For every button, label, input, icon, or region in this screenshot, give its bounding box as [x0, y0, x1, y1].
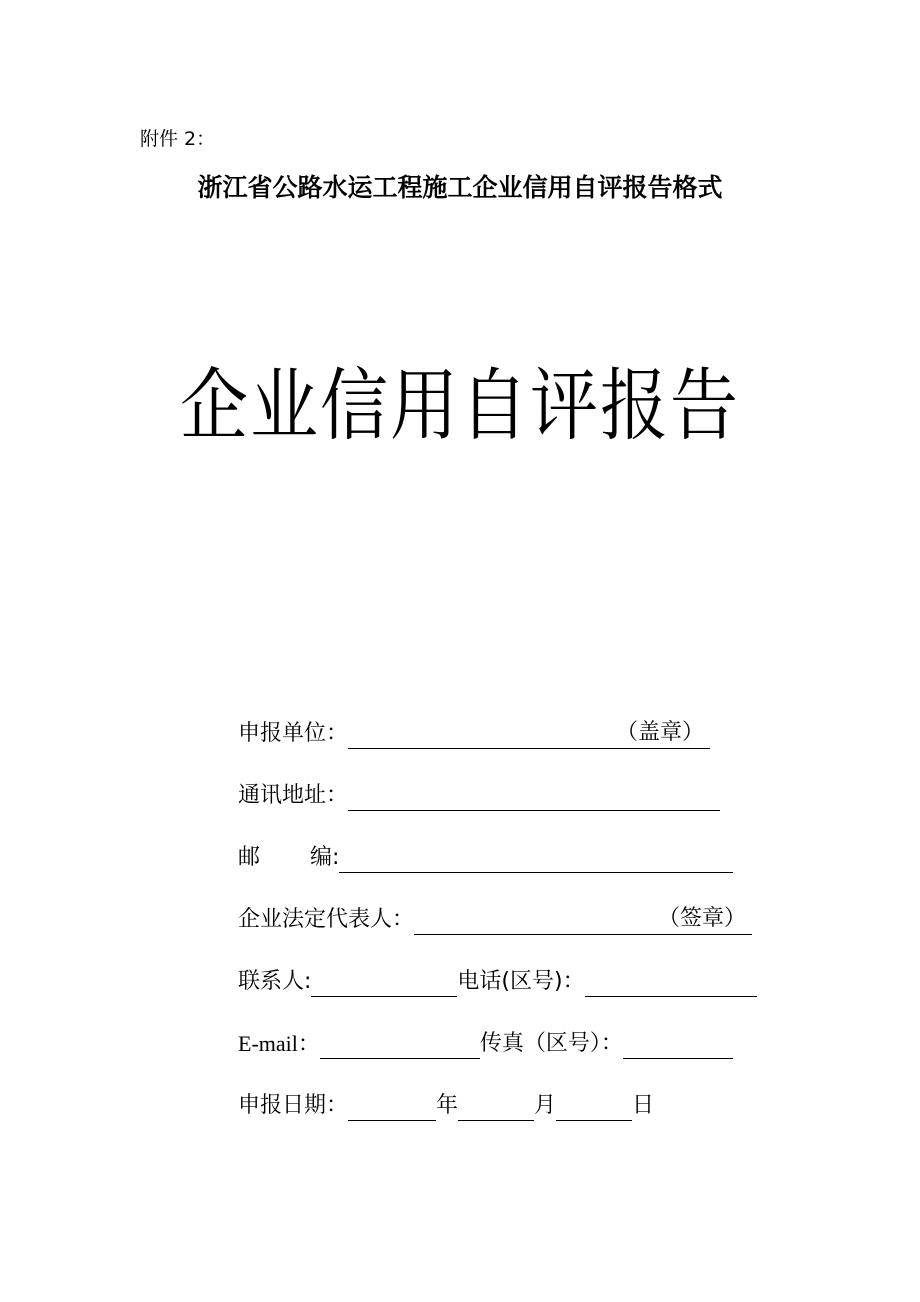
- phone-label: 电话(区号)：: [457, 969, 585, 994]
- fax-label: 传真（区号）：: [479, 1031, 623, 1056]
- document-title: 浙江省公路水运工程施工企业信用自评报告格式: [197, 173, 723, 202]
- postcode-label-second: 编:: [310, 845, 340, 870]
- applicant-field[interactable]: [348, 722, 616, 749]
- month-field[interactable]: [458, 1094, 534, 1121]
- date-row: [238, 1091, 654, 1121]
- email-row: [238, 1029, 733, 1059]
- applicant-row: [238, 718, 710, 749]
- date-label: 申报日期：: [238, 1093, 349, 1118]
- contact-row: [238, 967, 757, 997]
- phone-field[interactable]: [585, 970, 757, 997]
- contact-field[interactable]: [311, 970, 457, 997]
- address-field[interactable]: [348, 784, 720, 811]
- email-field[interactable]: [320, 1032, 480, 1059]
- email-label: E-mail：: [238, 1031, 320, 1056]
- day-label: 日: [632, 1093, 655, 1118]
- month-label: 月: [534, 1093, 557, 1118]
- year-field[interactable]: [348, 1094, 436, 1121]
- day-field[interactable]: [556, 1094, 632, 1121]
- legal-rep-label: 企业法定代表人：: [238, 907, 415, 932]
- cover-title: 企业信用自评报告: [179, 361, 740, 452]
- fax-field[interactable]: [623, 1032, 733, 1059]
- legal-rep-row: [238, 904, 752, 935]
- address-row: [238, 781, 720, 811]
- contact-label: 联系人:: [238, 969, 312, 994]
- postcode-row: [238, 843, 733, 873]
- sign-note: （签章）: [658, 904, 752, 935]
- attachment-label: 附件 2：: [140, 128, 216, 150]
- year-label: 年: [436, 1093, 459, 1118]
- applicant-label: 申报单位：: [238, 721, 349, 746]
- seal-note: （盖章）: [616, 718, 710, 749]
- address-label: 通讯地址：: [238, 783, 349, 808]
- postcode-label-first: 邮: [238, 845, 261, 870]
- legal-rep-field[interactable]: [414, 908, 658, 935]
- postcode-field[interactable]: [339, 846, 733, 873]
